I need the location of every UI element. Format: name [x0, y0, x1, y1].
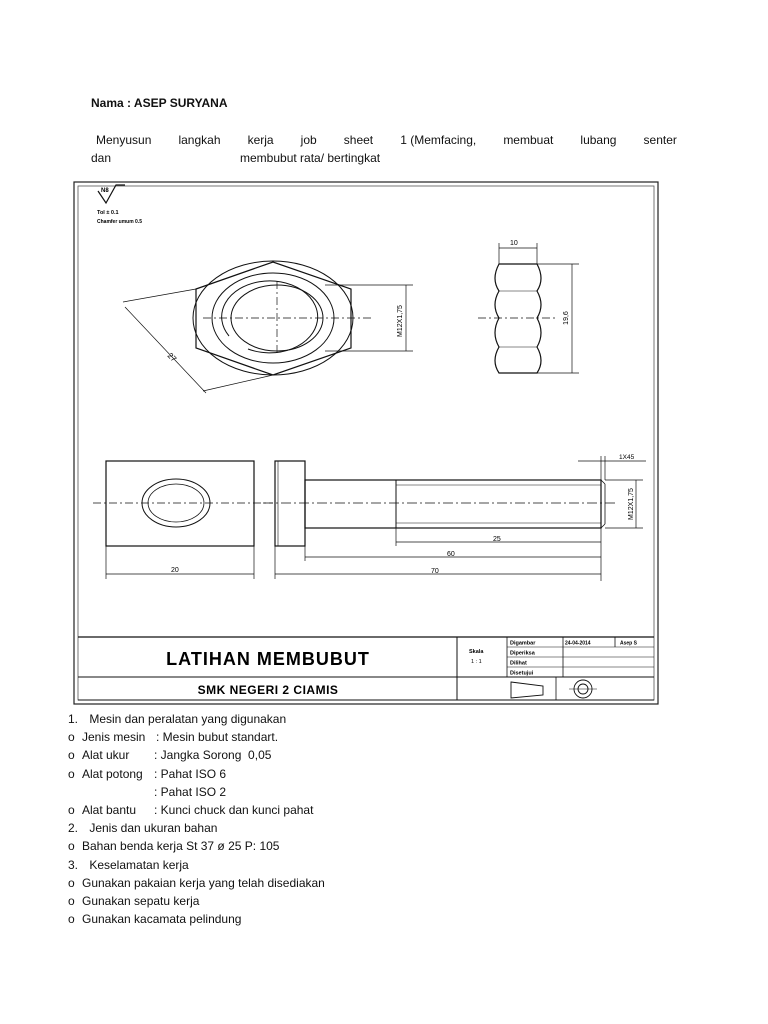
- skala-value: 1 : 1: [471, 659, 482, 665]
- list-item-text: Gunakan kacamata pelindung: [82, 912, 242, 927]
- list-item-content: [86, 710, 286, 728]
- dim-label: M12X1,75: [628, 488, 635, 520]
- bullet-icon: o: [68, 839, 75, 854]
- dim-label: 25: [493, 536, 501, 543]
- list-item-content: [86, 856, 189, 874]
- chamfer-note: Chamfer umum 0.5: [97, 219, 143, 225]
- list-item-text: Gunakan sepatu kerja: [82, 893, 200, 908]
- intro-word: sheet: [343, 133, 374, 147]
- tb-date: 24-04-2014: [565, 640, 591, 647]
- list-item-content: [82, 746, 271, 764]
- tb-row-label: Disetujui: [510, 670, 534, 677]
- bullet-icon: o: [68, 912, 75, 927]
- dim-label: 70: [431, 568, 439, 575]
- dim-label: 27: [165, 351, 179, 364]
- bullet-icon: o: [68, 748, 75, 763]
- bullet-icon: o: [68, 766, 75, 781]
- list-item-label: Jenis mesin: [82, 730, 149, 745]
- list-item-content: [82, 837, 279, 855]
- list-item-text: : Pahat ISO 2: [154, 784, 227, 799]
- dim-label: 10: [510, 240, 518, 247]
- intro-word: senter: [643, 133, 677, 147]
- intro-word: langkah: [178, 133, 221, 147]
- tb-row-label: Digambar: [510, 640, 536, 647]
- intro-word: 1 (Memfacing,: [400, 133, 477, 147]
- intro-word: job: [300, 133, 317, 147]
- list-item-text: : Mesin bubut standart.: [156, 730, 279, 745]
- dim-label: 60: [447, 551, 455, 558]
- bullet-icon: o: [68, 893, 75, 908]
- bullet-icon: o: [68, 802, 75, 817]
- list-item-content: [82, 910, 241, 928]
- list-item-text: Keselamatan kerja: [86, 857, 189, 872]
- intro-word: Menyusun: [96, 133, 152, 147]
- list-number: 3.: [68, 857, 79, 872]
- intro-word: membuat: [503, 133, 554, 147]
- technical-drawing: [73, 181, 659, 705]
- list-item-text: Bahan benda kerja St 37 ø 25 P: 105: [82, 839, 280, 854]
- drawing-school: SMK NEGERI 2 CIAMIS: [197, 683, 339, 697]
- student-name: Nama : ASEP SURYANA: [91, 96, 228, 110]
- bullet-icon: o: [68, 875, 75, 890]
- skala-label: Skala: [469, 649, 484, 655]
- list-item-content: [82, 892, 199, 910]
- intro-word: dan: [91, 151, 112, 165]
- roughness-value: N8: [101, 188, 109, 194]
- dim-label: 19,6: [563, 311, 570, 325]
- tb-row-label: Diperiksa: [510, 650, 535, 657]
- intro-word: lubang: [580, 133, 617, 147]
- drawing-frame: [74, 182, 658, 704]
- intro-line-1: [91, 131, 677, 149]
- list-item-label: Alat potong: [82, 766, 143, 781]
- list-item-content: [82, 765, 226, 783]
- list-item-content: [82, 801, 313, 819]
- list-item-text: Mesin dan peralatan yang digunakan: [86, 712, 287, 726]
- tb-assy: Asep S: [620, 640, 637, 647]
- list-item-content: [86, 819, 217, 837]
- intro-paragraph: [91, 131, 677, 167]
- dim-label: 1X45: [619, 454, 635, 461]
- dim-label: M12X1,75: [397, 305, 404, 337]
- list-item-label: Alat bantu: [82, 802, 137, 817]
- tb-row-label: Dilihat: [510, 660, 527, 667]
- list-item-text: : Kunci chuck dan kunci pahat: [154, 802, 314, 817]
- list-number: 2.: [68, 821, 79, 836]
- list-item-content: [82, 728, 278, 746]
- list-item-text: : Jangka Sorong 0,05: [154, 748, 272, 763]
- list-item-text: Jenis dan ukuran bahan: [86, 821, 218, 836]
- tolerance-note: Tol ± 0.1: [97, 210, 119, 216]
- list-item-label: Alat ukur: [82, 748, 130, 763]
- intro-word: kerja: [247, 133, 274, 147]
- list-item-content: [82, 874, 325, 892]
- intro-line-2: [91, 149, 677, 167]
- bullet-icon: o: [68, 730, 75, 745]
- intro-word: membubut rata/ bertingkat: [240, 151, 381, 165]
- list-item-content: [82, 783, 226, 801]
- list-number: 1.: [68, 712, 79, 726]
- drawing-title: LATIHAN MEMBUBUT: [166, 649, 370, 669]
- dim-label: 20: [171, 567, 179, 574]
- list-item-text: Gunakan pakaian kerja yang telah disediakan: [82, 875, 325, 890]
- list-item-text: : Pahat ISO 6: [154, 766, 227, 781]
